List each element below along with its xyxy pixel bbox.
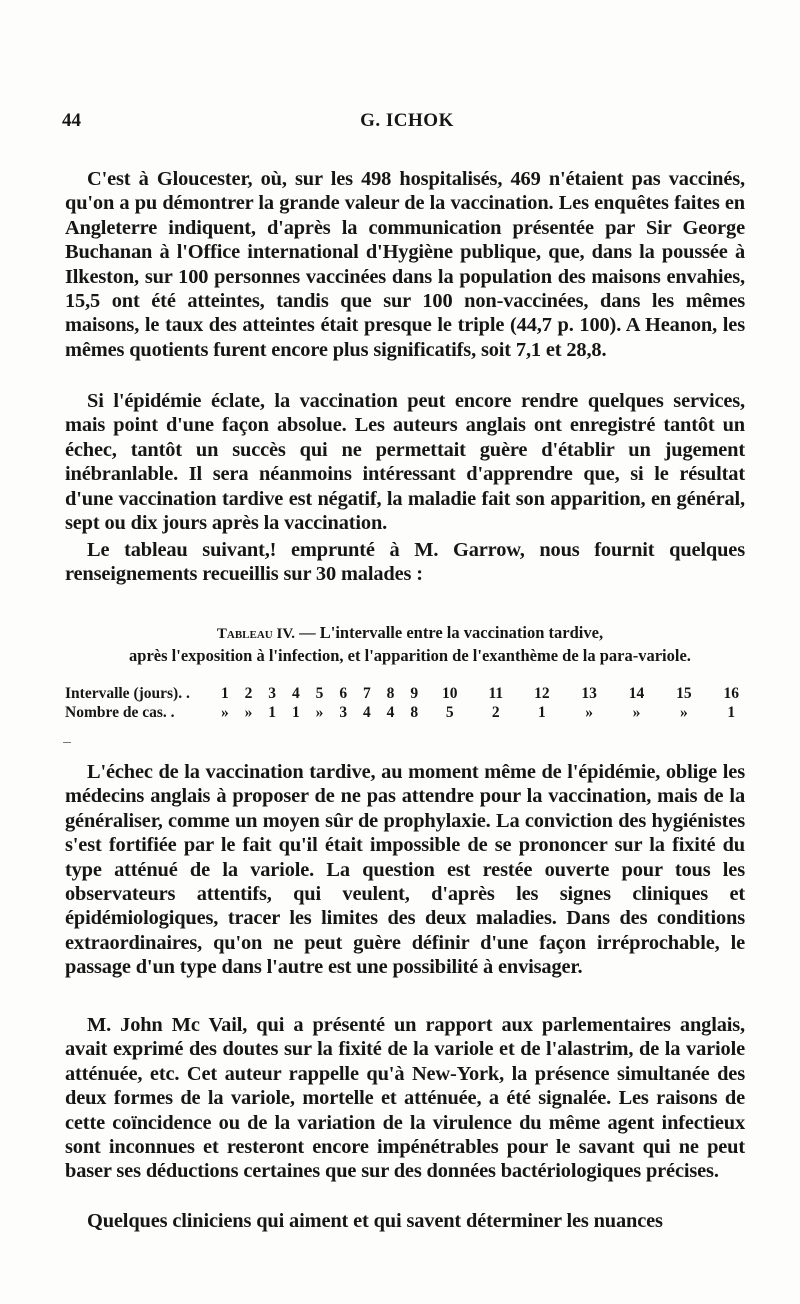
paragraph-text: Quelques cliniciens qui aiment et qui savent déterminer les nuances: [87, 1210, 663, 1232]
cases-cell: 1: [537, 704, 546, 721]
row-label-cases: Nombre de cas. .: [65, 704, 175, 721]
cases-cell: 8: [410, 704, 419, 721]
table-caption: [65, 622, 755, 667]
paragraph-gloucester: [65, 167, 745, 362]
table-title: — L'intervalle entre la vaccination tardive,: [294, 623, 604, 642]
paragraph-late-vaccination: [65, 760, 745, 980]
interval-cell: 14: [628, 685, 645, 702]
paragraph-text: Si l'épidémie éclate, la vaccination peut encore rendre quelques services, mais point d'une façon absolue. Les auteurs anglais ont enregistré tantôt un échec, tantôt un succès qui ne permettait guère d'établir un jugement inébranlable. Il sera néanmoins intéressant d'apprendre que, si le résultat d'une vaccination tardive est négatif, la maladie fait son apparition, en général, sept ou dix jours après la vaccination.: [65, 390, 745, 535]
page-header: [62, 110, 752, 140]
table-label: Tableau IV.: [216, 626, 295, 642]
paragraph-mc-vail: [65, 1013, 745, 1184]
interval-cell: 5: [315, 685, 324, 702]
data-table: [65, 684, 755, 722]
interval-cell: 16: [723, 685, 740, 702]
table-caption-line1: [65, 622, 755, 645]
divider-mark: [63, 742, 71, 743]
cases-cell: »: [315, 704, 324, 721]
paragraph-clinicians: [65, 1209, 745, 1233]
cases-cell: 1: [727, 704, 736, 721]
interval-cell: 1: [220, 685, 229, 702]
interval-cell: 15: [676, 685, 692, 702]
table-row-intervals: [65, 684, 755, 703]
cases-cell: »: [632, 704, 641, 721]
interval-cell: 4: [291, 685, 300, 702]
page-number: 44: [62, 110, 81, 131]
interval-cell: 12: [534, 685, 550, 702]
interval-cell: 6: [339, 685, 348, 702]
interval-cell: 3: [268, 685, 277, 702]
cases-cell: »: [244, 704, 253, 721]
interval-cell: 10: [441, 685, 458, 702]
cases-cell: 1: [291, 704, 300, 721]
cases-cell: »: [679, 704, 688, 721]
cases-cell: 4: [386, 704, 395, 721]
interval-cell: 8: [386, 685, 395, 702]
running-title: G. ICHOK: [360, 110, 454, 131]
cases-cell: »: [585, 704, 594, 721]
table-row-cases: [65, 703, 755, 722]
cases-cell: 2: [491, 704, 500, 721]
interval-cell: 7: [362, 685, 371, 702]
cases-cell: 4: [362, 704, 371, 721]
cases-cell: 5: [445, 704, 454, 721]
paragraph-epidemic: [65, 389, 745, 535]
interval-cell: 9: [410, 685, 419, 702]
table-caption-line2: après l'exposition à l'infection, et l'apparition de l'exanthème de la para-variole.: [129, 646, 691, 665]
paragraph-text: Le tableau suivant,! emprunté à M. Garrow, nous fournit quelques renseignements recueillis sur 30 malades :: [65, 539, 745, 586]
paragraph-text: C'est à Gloucester, où, sur les 498 hospitalisés, 469 n'étaient pas vaccinés, qu'on a pu démontrer la grande valeur de la vaccination. Les enquêtes faites en Angleterre indiquent, d'après la communication présentée par Sir George Buchanan à l'Office international d'Hygiène publique, que, dans la poussée à Ilkeston, sur 100 personnes vaccinées dans la population des maisons envahies, 15,5 ont été atteintes, tandis que sur 100 non-vaccinées, dans les mêmes maisons, le taux des atteintes était presque le triple (44,7 p. 100). A Heanon, les mêmes quotients furent encore plus significatifs, soit 7,1 et 28,8.: [65, 168, 745, 361]
interval-cell: 13: [581, 685, 597, 702]
interval-cell: 2: [244, 685, 253, 702]
interval-cell: 11: [488, 685, 504, 702]
cases-cell: 1: [268, 704, 277, 721]
cases-cell: 3: [339, 704, 348, 721]
paragraph-table-intro: [65, 538, 745, 587]
paragraph-text: L'échec de la vaccination tardive, au moment même de l'épidémie, oblige les médecins anglais à proposer de ne pas attendre pour la vaccination, mais de la généraliser, comme un moyen sûr de prophylaxie. La conviction des hygiénistes s'est fortifiée par le fait qu'il était impossible de se prononcer sur la fixité du type atténué de la variole. La question est restée ouverte pour tous les observateurs attentifs, qui veulent, d'après les signes cliniques et épidémiologiques, tracer les limites des deux maladies. Dans des conditions extraordinaires, qu'on ne peut guère définir d'une façon irréprochable, le passage d'un type dans l'autre est une possibilité à envisager.: [65, 761, 745, 979]
paragraph-text: M. John Mc Vail, qui a présenté un rapport aux parlementaires anglais, avait exprimé des doutes sur la fixité de la variole et de l'alastrim, de la variole atténuée, etc. Cet auteur rappelle qu'à New-York, la présence simultanée des deux formes de la variole, mortelle et atténuée, a été signalée. Les raisons de cette coïncidence ou de la variation de la virulence du même agent infectieux sont inconnues et resteront encore impénétrables pour le savant qui ne peut baser ses déductions certaines que sur des données bactériologiques précises.: [65, 1014, 745, 1183]
row-label-intervals: Intervalle (jours). .: [65, 685, 190, 702]
cases-cell: »: [220, 704, 229, 721]
